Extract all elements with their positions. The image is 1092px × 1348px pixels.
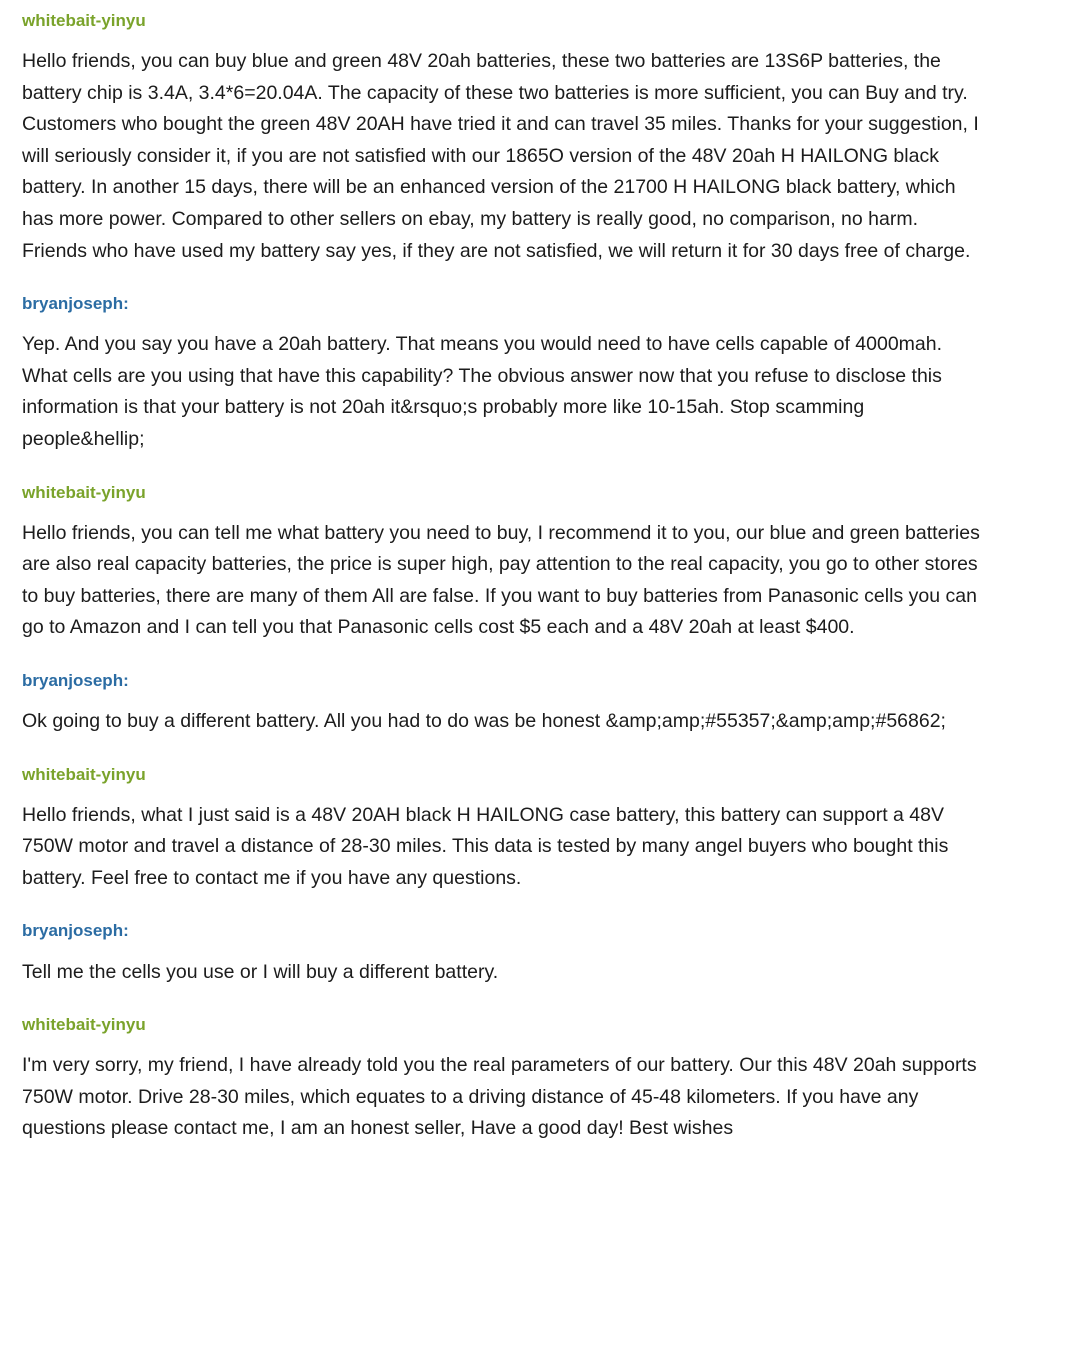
comment-author[interactable]: bryanjoseph: bbox=[22, 921, 129, 941]
comment-body: Hello friends, you can tell me what battery you need to buy, I recommend it to you, our blue and green batteries are also real capacity batteries, the price is super high, pay attention to the real capacity, you go to other stores to buy batteries, there are many of them All are false. If you want to buy batteries from Panasonic cells you can go to Amazon and I can tell you that Panasonic cells cost $5 each and a 48V 20ah at least $400. bbox=[22, 521, 980, 639]
comment-post bbox=[22, 482, 1070, 644]
comment-body: I'm very sorry, my friend, I have already told you the real parameters of our battery. Our this 48V 20ah supports 750W motor. Drive 28-30 miles, which equates to a driving distance of 45-48 kilometers. If you have any questions please contact me, I am an honest seller, Have a good day! Best wishes bbox=[22, 1054, 977, 1140]
comment-author[interactable]: bryanjoseph: bbox=[22, 294, 129, 314]
comment-post bbox=[22, 293, 1070, 455]
comment-post bbox=[22, 920, 1070, 988]
comment-post bbox=[22, 670, 1070, 738]
comment-author[interactable]: whitebait-yinyu bbox=[22, 482, 146, 502]
comment-body: Tell me the cells you use or I will buy a different battery. bbox=[22, 960, 499, 983]
comment-post bbox=[22, 764, 1070, 895]
comment-author[interactable]: whitebait-yinyu bbox=[22, 1015, 146, 1035]
comment-body: Yep. And you say you have a 20ah battery. That means you would need to have cells capable of 4000mah. What cells are you using that have this capability? The obvious answer now that you refuse to disclose this information is that your battery is not 20ah it&rsquo;s probably more like 10-15ah. Stop scamming people&hellip; bbox=[22, 333, 943, 450]
comment-post bbox=[22, 1014, 1070, 1145]
comment-body: Ok going to buy a different battery. All you had to do was be honest &amp;amp;#55357;&amp;amp;#56862; bbox=[22, 710, 946, 733]
comment-post bbox=[22, 10, 1070, 267]
comment-author[interactable]: bryanjoseph: bbox=[22, 670, 129, 690]
comment-author[interactable]: whitebait-yinyu bbox=[22, 11, 146, 30]
comment-body: Hello friends, you can buy blue and green 48V 20ah batteries, these two batteries are 13S6P batteries, the battery chip is 3.4A, 3.4*6=20.04A. The capacity of these two batteries is more sufficient, you can Buy and try. Customers who bought the green 48V 20AH have tried it and can travel 35 miles. Thanks for your suggestion, I will seriously consider it, if you are not satisfied with our 1865O version of the 48V 20ah H HAILONG black battery. In another 15 days, there will be an enhanced version of the 21700 H HAILONG black battery, which has more power. Compared to other sellers on ebay, my battery is really good, no comparison, no harm. Friends who have used my battery say yes, if they are not satisfied, we will return it for 30 days free of charge. bbox=[22, 50, 979, 262]
comment-body: Hello friends, what I just said is a 48V 20AH black H HAILONG case battery, this battery can support a 48V 750W motor and travel a distance of 28-30 miles. This data is tested by many angel buyers who bought this battery. Feel free to contact me if you have any questions. bbox=[22, 803, 949, 889]
comment-author[interactable]: whitebait-yinyu bbox=[22, 764, 146, 784]
